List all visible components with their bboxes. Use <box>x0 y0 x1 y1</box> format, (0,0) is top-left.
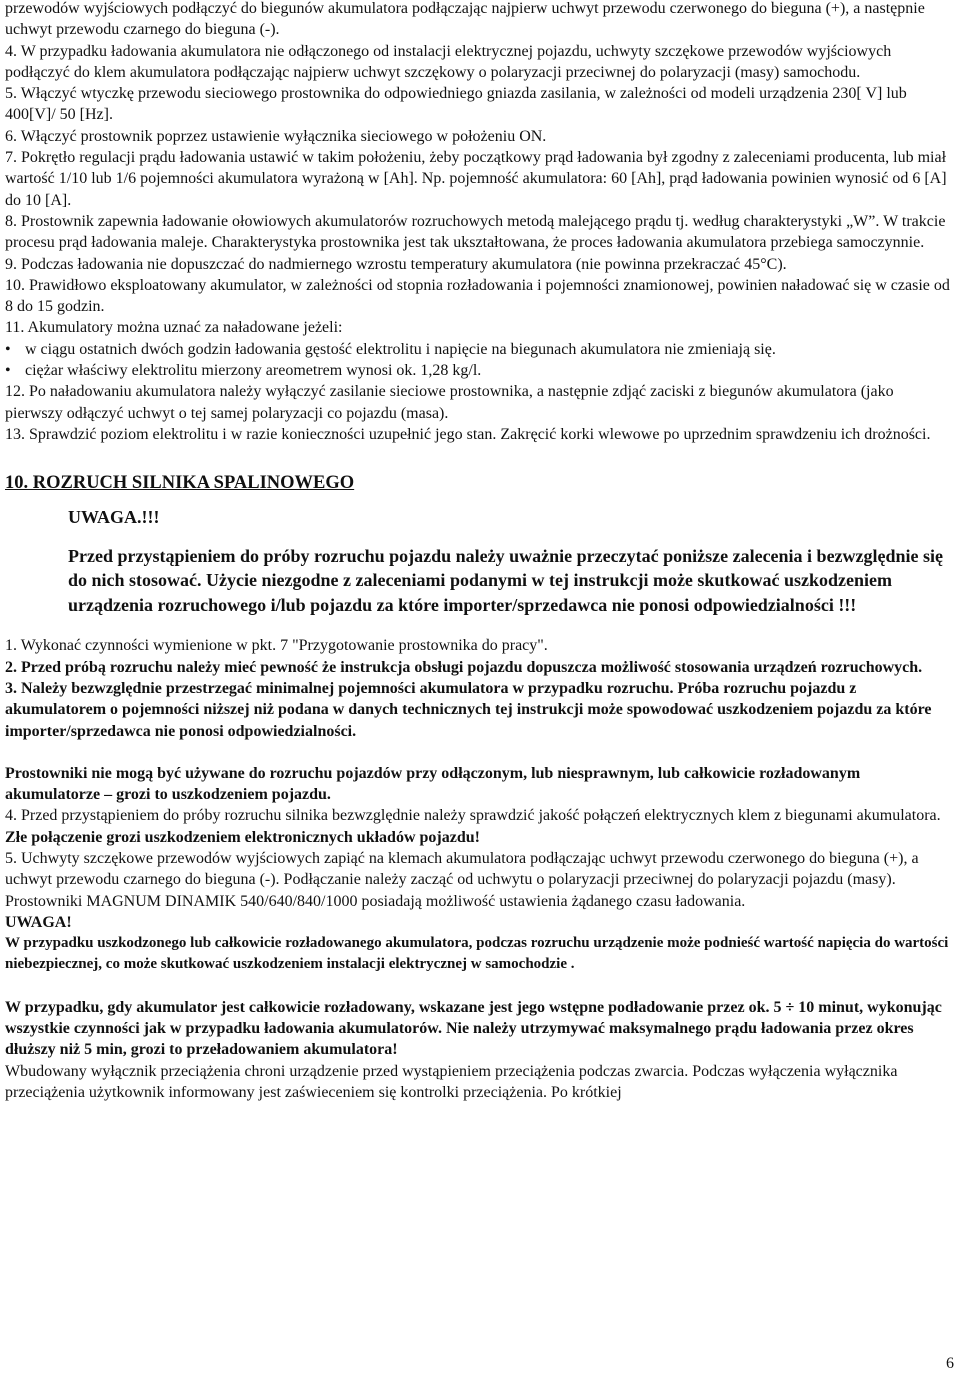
step-5: 5. Uchwyty szczękowe przewodów wyjściowych zapiąć na klemach akumulatora podłączając uchwyt przewodu czerwonego do bieguna (+), a uchwyt przewodu czarnego do bieguna (-). Podłączanie należy zacząć od uchwytu o polaryzacji przeciwnej do polaryzacji pojazdu (masy). <box>5 850 919 889</box>
step-3: 3. Należy bezwzględnie przestrzegać minimalnej pojemności akumulatora w przypadku rozruchu. Próba rozruchu pojazdu z akumulatorem o pojemności niższej niż podana w danych technicznych tej instrukcji może spowodować uszkodzeniem pojazdu za które importer/sprzedawca nie ponosi odpowiedzialności. <box>5 679 932 740</box>
list-item-10: 10. Prawidłowo eksploatowany akumulator, w zależności od stopnia rozładowania i pojemności znamionowej, powinien naładować się w czasie od 8 do 15 godzin. <box>5 276 950 316</box>
uwaga-label: UWAGA! <box>5 913 72 931</box>
list-item-5: 5. Włączyć wtyczkę przewodu sieciowego prostownika do odpowiedniego gniazda zasilania, w zależności od modeli urządzenia 230[ V] lub 400[V]/ 50 [Hz]. <box>5 85 907 124</box>
page-number: 6 <box>946 1354 954 1372</box>
section-heading: 10. ROZRUCH SILNIKA SPALINOWEGO <box>5 473 355 494</box>
paragraph-intro-continuation: przewodów wyjściowych podłączyć do biegunów akumulatora podłączając najpierw uchwyt przewodu czerwonego do bieguna (+), a następnie uchwyt przewodu czarnego do bieguna (-). <box>5 0 925 39</box>
list-item-13: 13. Sprawdzić poziom elektrolitu i w razie konieczności uzupełnić jego stan. Zakręcić korki wlewowe po uprzednim sprawdzeniu ich drożności. <box>5 425 931 443</box>
overload-note: Wbudowany wyłącznik przeciążenia chroni urządzenie przed wystąpieniem przeciążenia podczas zwarcia. Podczas wyłączenia wyłącznika przeciążenia użytkownik informowany jest zaświeceniem się kontrolki przeciążenia. Po krótkiej <box>5 1062 898 1101</box>
warning-label: UWAGA.!!! <box>68 506 160 527</box>
bullet-text: ciężar właściwy elektrolitu mierzony areometrem wynosi ok. 1,28 kg/l. <box>25 362 482 380</box>
step-1: 1. Wykonać czynności wymienione w pkt. 7 "Przygotowanie prostownika do pracy". <box>5 637 548 655</box>
document-page <box>5 0 951 1103</box>
step-4-emphasis: Złe połączenie grozi uszkodzeniem elektronicznych układów pojazdu! <box>5 828 480 846</box>
warning-text: Przed przystąpieniem do próby rozruchu pojazdu należy uważnie przeczytać poniższe zalecenia i bezwzględnie się do nich stosować. Użycie niezgodne z zaleceniami podanymi w tej instrukcji może skutkować uszkodzeniem urządzenia rozruchowego i/lub pojazdu za które importer/sprzedawca nie ponosi odpowiedzialności !!! <box>68 545 944 615</box>
step-2: 2. Przed próbą rozruchu należy mieć pewność że instrukcja obsługi pojazdu dopuszcza możliwość stosowania urządzeń rozruchowych. <box>5 658 923 676</box>
list-item-6: 6. Włączyć prostownik poprzez ustawienie wyłącznika sieciowego w położeniu ON. <box>5 127 547 145</box>
list-item-9: 9. Podczas ładowania nie dopuszczać do nadmiernego wzrostu temperatury akumulatora (nie powinna przekraczać 45°C). <box>5 255 787 273</box>
discharged-battery-note: W przypadku, gdy akumulator jest całkowicie rozładowany, wskazane jest jego wstępne podładowanie przez ok. 5 ÷ 10 minut, wykonując wszystkie czynności jak w przypadku ładowania akumulatorów. Nie należy utrzymywać maksymalnego prądu ładowania przez okres dłuższy niż 5 min, grozi to przeładowaniem akumulatora! <box>5 998 942 1059</box>
list-item-11: 11. Akumulatory można uznać za naładowane jeżeli: <box>5 319 343 337</box>
spacer <box>5 742 951 763</box>
bullet-icon: • <box>5 340 11 358</box>
list-item-7: 7. Pokrętło regulacji prądu ładowania ustawić w takim położeniu, żeby początkowy prąd ładowania był zgodny z zaleceniami producenta, lub miał wartość 1/10 lub 1/6 pojemności akumulatora wyrażoną w [Ah]. Np. pojemność akumulatora: 60 [Ah], prąd ładowania powinien wynosić od 6 [A] do 10 [A]. <box>5 149 947 209</box>
prostowniki-warning: Prostowniki nie mogą być używane do rozruchu pojazdów przy odłączonym, lub niesprawnym, lub całkowicie rozładowanym akumulatorze – grozi to uszkodzeniem pojazdu. <box>5 764 861 804</box>
damaged-battery-warning: W przypadku uszkodzonego lub całkowicie rozładowanego akumulatora, podczas rozruchu urządzenie może podnieść wartość napięcia do wartości niebezpiecznej, co może skutkować uszkodzeniem instalacji elektrycznej w samochodzie . <box>5 935 949 973</box>
magnum-note: Prostowniki MAGNUM DINAMIK 540/640/840/1000 posiadają możliwość ustawienia żądanego czasu ładowania. <box>5 892 746 910</box>
step-4-text: 4. Przed przystąpieniem do próby rozruchu silnika bezwzględnie należy sprawdzić jakość połączeń elektrycznych klem z biegunami akumulatora. <box>5 807 941 825</box>
list-item-12: 12. Po naładowaniu akumulatora należy wyłączyć zasilanie sieciowe prostownika, a następnie zdjąć zaciski z biegunów akumulatora (jako pierwszy odłączyć uchwyt o tej samej polaryzacji co pojazdu (masa). <box>5 383 894 422</box>
list-item-4: 4. W przypadku ładowania akumulatora nie odłączonego od instalacji elektrycznej pojazdu, uchwyty szczękowe przewodów wyjściowych podłączyć do klem akumulatora podłączając najpierw uchwyt szczękowy o polaryzacji przeciwnej do polaryzacji (masy) samochodu. <box>5 42 892 81</box>
list-item-8: 8. Prostownik zapewnia ładowanie ołowiowych akumulatorów rozruchowych metodą malejącego prądu tj. według charakterystyki „W”. W trakcie procesu prąd ładowania maleje. Charakterystyka prostownika jest tak ukształtowana, że proces ładowania akumulatora przebiega samoczynnie. <box>5 212 946 252</box>
step-4 <box>5 805 951 848</box>
bullet-text: w ciągu ostatnich dwóch godzin ładowania gęstość elektrolitu i napięcie na biegunach akumulatora nie zmieniają się. <box>25 340 776 358</box>
bullet-icon: • <box>5 362 11 380</box>
spacer <box>5 976 951 997</box>
bullet-item <box>5 339 951 360</box>
bullet-item <box>5 360 951 381</box>
